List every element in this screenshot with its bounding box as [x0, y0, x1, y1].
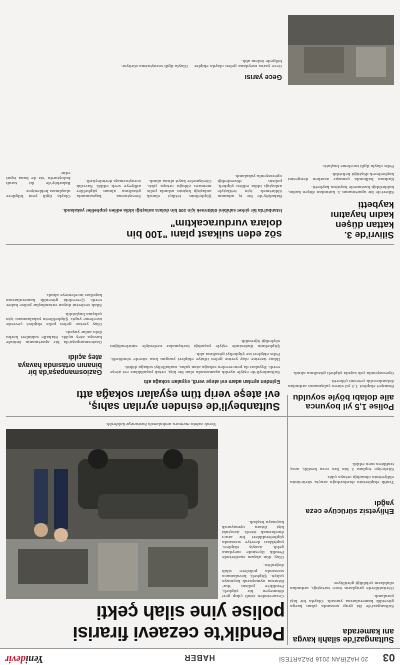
bottom-right-story-body: [6, 9, 282, 69]
paragraph: Sultanbeyli'de eşiyle ayrılık aşamasında olan bir kişi, ortak yaşadıkları evi ateşe verdi. Eşyaları da pencereden sokağa atan şahıs, mahalleliyi sokağa döktü.: [110, 364, 280, 375]
paragraph: Görüntülerde grupların önce tartıştığı, ardından silahların çekildiği görülüyor.: [290, 580, 394, 591]
paragraph: Soruşturma kapsamında gözaltına alınan şüpheliler adliyeye sevk edildi. Savcılık soruşturmayı derinleştirdi.: [76, 178, 141, 199]
horizontal-divider: [6, 416, 394, 417]
left-story-1-title: Sultangazi'de silahlı kavga anı kamerada: [292, 626, 394, 644]
lower-left-story-title: [288, 199, 394, 239]
paragraph: Olay, dün akşam saatlerinde Pendik ilçesinde meydana geldi. Asayiş ekipleri, yaptıkları devriye sırasında şüphelendikleri bir aracı durdurmak istedi. Araçtaki kişi ihtara uymayarak kaçmaya başladı.: [222, 519, 284, 561]
lower-left-title-line3: kadın hayatını: [330, 209, 394, 221]
side-box-title-line2: aile dolabı böyle soyuldu: [292, 393, 394, 404]
paragraph: Olay yerine gelen polis ekipleri çevrede inceleme yaptı. Şüphelilerin yakalanması için çalışma başlatıldı.: [6, 311, 102, 327]
paragraph: İhbar üzerine olay yerine gelen itfaiye ekipleri yangını kısa sürede söndürdü. Polis ekipleri ise şüpheliyi gözaltına aldı.: [110, 351, 280, 362]
lower-story-title-line3: dolara vurduracaktım": [170, 216, 282, 229]
left-story-2-title: Ehliyetsiz sürücüye ceza yağdı: [305, 499, 394, 516]
center-story-body: [110, 275, 280, 375]
page-number: 03: [382, 651, 395, 663]
lower-story-deck: İstanbul'da bir şirket sahibini öldürmek için 100 bin dolara anlaştığı iddia edilen şüpheliler yakalandı.: [62, 208, 282, 213]
paragraph: Şüphelinin tetikçi olarak anlaştığı kişinin aslında polis memuru olduğu ortaya çıktı. Görüşmeler kayıt altına alındı.: [147, 178, 212, 199]
main-story-body-col1: [222, 399, 284, 599]
paragraph: Gaziosmanpaşa'da bir apartmanın önünde havaya ateş açıldı. Mahalle sakinleri korku dolu anlar yaşadı.: [6, 329, 102, 345]
paragraph: Olayla ilgili soruşturma sürüyor.: [121, 64, 188, 69]
news-photo-street: [288, 15, 394, 85]
lower-left-title-line1: Silivri'de 3.: [344, 229, 394, 240]
center-story-title: [6, 388, 280, 411]
lower-left-title-line2: kattan düşen: [335, 219, 394, 231]
street-photo-illustration: [288, 15, 394, 85]
lower-story-title-line2: söz eden suikast planı "100 bin: [126, 228, 282, 240]
paragraph: Bakırköy'de iki tarafı buluşturdu 'siz de bana ispat edin': [6, 170, 71, 186]
paragraph: Cezaevinden izinli çıkıp geri dönmeyen bir şüpheli, Pendik'te polisin 'dur' ihtarına uymayarak kaçmaya çalıştı. Şüpheli, kovalamaca sırasında polislere silah doğrulttu.: [222, 563, 284, 599]
issue-date: 20 HAZİRAN 2016 PAZARTESİ: [278, 655, 368, 661]
main-headline-line2: polise yine silah çekti: [96, 601, 285, 622]
paragraph: Bakırköy'de bir iş adamını öldürtmek için tetikçiyle anlaştığı iddia edilen şüpheli, polisin düzenlediği operasyonla yakalandı.: [217, 173, 282, 199]
side-box-title-line1: Polise 1,5 yıl boyunca: [305, 402, 394, 412]
photo-caption: Yaralı zabıta memuru ambulansla hastaneye kaldırıldı.: [105, 422, 216, 427]
column-divider: [287, 395, 288, 645]
paragraph: Emniyet ekipleri 1,5 yıl süren çalışmanın ardından dolandırıcılık çetesini çökertti.: [288, 378, 394, 389]
paragraph: Olayla ilgili yeni bilgilere ulaşılması bekleniyor.: [6, 188, 71, 199]
center-story-title-line2: evi ateşe verip tüm eşyaları sokağa attı: [76, 388, 280, 401]
paragraph: Gece yarısı meydana gelen olayda ekipler bölgede önlem aldı.: [194, 58, 282, 69]
right-story-body: [6, 250, 102, 345]
paragraph: Şüphelinin ifadesinde eşiyle yaşadığı tartışmalar nedeniyle sinirlendiğini söylediği öğrenildi.: [110, 338, 280, 349]
page-header: [0, 648, 400, 665]
paragraph: Kadının balkonda çamaşır asarken dengesini kaybederek düştüğü belirtildi.: [288, 171, 394, 182]
paragraph: Sürücüye toplam 3 bin lira ceza kesildi, araç trafikten men edildi.: [290, 461, 394, 472]
lower-story-title: [6, 217, 282, 239]
lower-story-body: [6, 89, 282, 199]
left-story-1-body: [290, 519, 394, 609]
horizontal-divider: [6, 244, 394, 245]
paragraph: Polis olayla ilgili inceleme başlattı.: [322, 163, 394, 169]
paragraph: Silivri'de bir apartmanın 3. katından düşen kadın, kaldırıldığı hastanede hayatını kaybetti.: [288, 184, 394, 195]
center-story-title-line1: Sultanbeyli'de esinden ayrılan sahış,: [88, 400, 280, 412]
left-story-2-body: [290, 423, 394, 485]
news-photo-police: [6, 429, 218, 599]
paragraph: Operasyonda çok sayıda şüpheli gözaltına alındı.: [292, 370, 394, 376]
newspaper-logo: Yenidevir: [5, 653, 44, 664]
section-label: HABER: [184, 653, 215, 662]
main-headline-line1: Pendik'te cezaevi firarisi: [72, 622, 285, 643]
bottom-right-story-title: Gece yarısı: [244, 73, 282, 80]
photo-illustration: [6, 429, 218, 599]
center-story-deck: Eşinden ayrılan adam evi ateşe verdi, eşyaları sokağa attı: [143, 378, 280, 384]
side-box-title: [288, 393, 394, 411]
paragraph: Trafik ekiplerinin durdurduğu araçta sürücünün ehliyetinin olmadığı ortaya çıktı.: [290, 474, 394, 485]
side-box-body: [288, 279, 394, 389]
paragraph: Sultangazi'de iki grup arasında çıkan kavga güvenlik kameralarına yansıdı. Olayda bir kişi yaralandı.: [290, 593, 394, 609]
main-headline: [5, 601, 285, 643]
lower-left-title-line4: kaybetti: [358, 199, 394, 211]
right-story-title: Gaziosmanpaşa'da bir binanın ortasında havaya ateş açıldı: [17, 353, 102, 375]
paragraph: Silah seslerini duyan vatandaşlar polise haber verdi. Çevredeki güvenlik kameralarının kayıtları incelemeye alındı.: [6, 293, 102, 309]
